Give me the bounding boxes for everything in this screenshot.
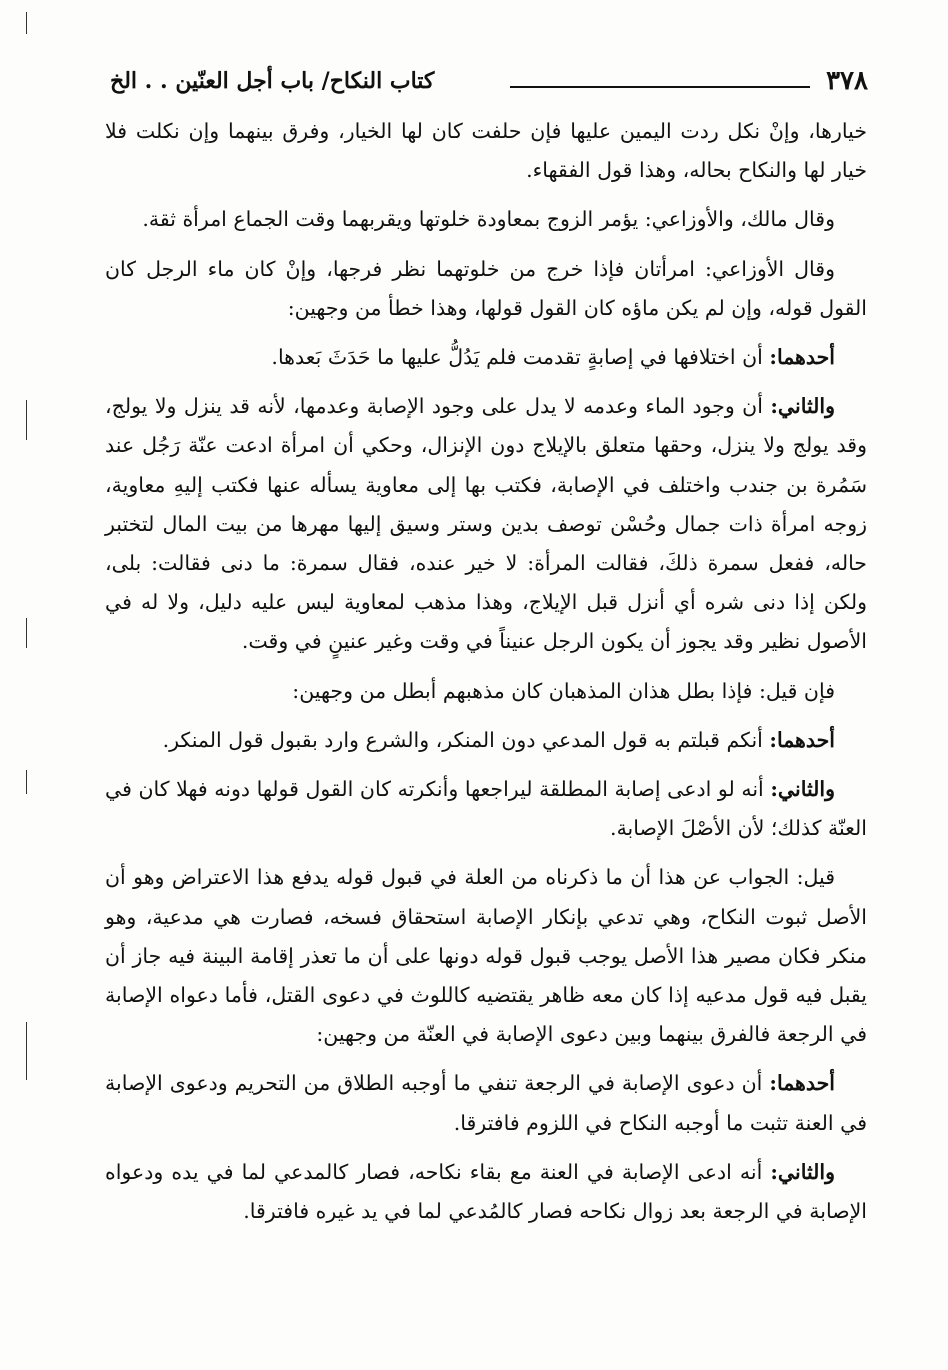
paragraph-lead: أحدهما: [769,727,835,752]
paragraph [105,338,867,377]
paragraph-lead: أحدهما: [769,345,835,370]
paragraph-text: أنكم قبلتم به قول المدعي دون المنكر، والشرع وارد بقبول قول المنكر. [162,727,770,752]
paragraph-text: خيارها، وإنْ نكل ردت اليمين عليها فإن حلفت كان لها الخيار، وفرق بينهما وإن نكلت فلا خيار لها والنكاح بحاله، وهذا قول الفقهاء. [105,119,867,183]
paragraph [105,387,867,661]
margin-mark [26,770,27,794]
body-text [105,112,867,1241]
margin-mark [26,12,27,34]
paragraph-text: قيل: الجواب عن هذا أن ما ذكرناه من العلة في قبول قوله يدفع هذا الاعتراض وهو أن الأصل ثبوت النكاح، وهي تدعي بإنكار الإصابة استحقاق فسخه، فصارت هي مدعية، وهو منكر فكان مصير هذا الأصل يوجب قبول قوله دونها على أن ما تعذر إقامة البينة فيه جاز أن يقبل فيه قول مدعيه إذا كان معه ظاهر يقتضيه كاللوث في دعوى القتل، فأما دعواه الإصابة في الرجعة فالفرق بينهما وبين دعوى الإصابة في العنّة من وجهين: [105,865,867,1047]
paragraph [105,1153,867,1231]
paragraph [105,200,867,239]
running-title: كتاب النكاح/ باب أجل العنّين . . الخ [110,68,435,94]
paragraph [105,112,867,190]
paragraph-text: وقال الأوزاعي: امرأتان فإذا خرج من خلوتهما نظر فرجها، وإنْ كان ماء الرجل كان القول قوله، وإن لم يكن ماؤه كان القول قولها، وهذا خطأ من وجهين: [105,256,867,320]
paragraph-text: وقال مالك، والأوزاعي: يؤمر الزوج بمعاودة خلوتها ويقربهما وقت الجماع امرأة ثقة. [142,207,835,232]
paragraph-text: أن دعوى الإصابة في الرجعة تنفي ما أوجبه الطلاق من التحريم ودعوى الإصابة في العنة تثبت ما أوجبه النكاح في اللزوم فافترقا. [105,1071,867,1135]
paragraph [105,672,867,711]
page-number: ٣٧٨ [826,66,868,96]
paragraph-text: أن وجود الماء وعدمه لا يدل على وجود الإصابة وعدمها، لأنه قد ينزل ولا يولج، وقد يولج ولا ينزل، وحقها متعلق بالإيلاج دون الإنزال، وحكي أن امرأة ادعت عنّة رَجُل عند سَمُرة بن جندب واختلف في الإصابة، فكتب بها إلى معاوية يسأله عنها فكتب إليهِ معاوية، زوجه امرأة ذات جمال وحُسْن توصف بدين وستر وسيق إليها مهرها من بيت المال لتختبر حاله، ففعل سمرة ذلكَ، فقالت المرأة: لا خير عنده، فقال سمرة: ما دنى فقالت: بلى، ولكن إذا دنى شره أي أنزل قبل الإيلاج، وهذا مذهب لمعاوية ليس عليه دليل، ولا له في الأصول نظير وقد يجوز أن يكون الرجل عنيناً في وقت وغير عنينٍ في وقت. [105,394,867,654]
margin-mark [26,1022,27,1080]
paragraph-text: أن اختلافها في إصابةٍ تقدمت فلم يَدُلُّ عليها ما حَدَثَ بَعدها. [271,345,770,370]
margin-mark [26,400,27,440]
paragraph-lead: والثاني: [770,777,835,802]
paragraph-lead: والثاني: [770,1159,835,1184]
paragraph-lead: والثاني: [770,394,835,419]
paragraph-text: أنه لو ادعى إصابة المطلقة ليراجعها وأنكرته كان القول قولها دونه فهلا كان في العنّة كذلك؛ لأن الأصْلَ الإصابة. [105,777,867,841]
paragraph [105,770,867,848]
paragraph [105,721,867,760]
paragraph-text: أنه ادعى الإصابة في العنة مع بقاء نكاحه، فصار كالمدعي لما في يده ودعواه الإصابة في الرجعة بعد زوال نكاحه فصار كالمُدعي لما في يد غيره فافترقا. [105,1159,867,1224]
paragraph [105,1064,867,1142]
paragraph [105,250,867,328]
margin-mark [26,618,27,648]
paragraph [105,858,867,1054]
paragraph-lead: أحدهما: [769,1071,835,1096]
page-header [110,66,868,106]
header-rule [510,86,810,88]
paragraph-text: فإن قيل: فإذا بطل هذان المذهبان كان مذهبهم أبطل من وجهين: [292,678,835,703]
